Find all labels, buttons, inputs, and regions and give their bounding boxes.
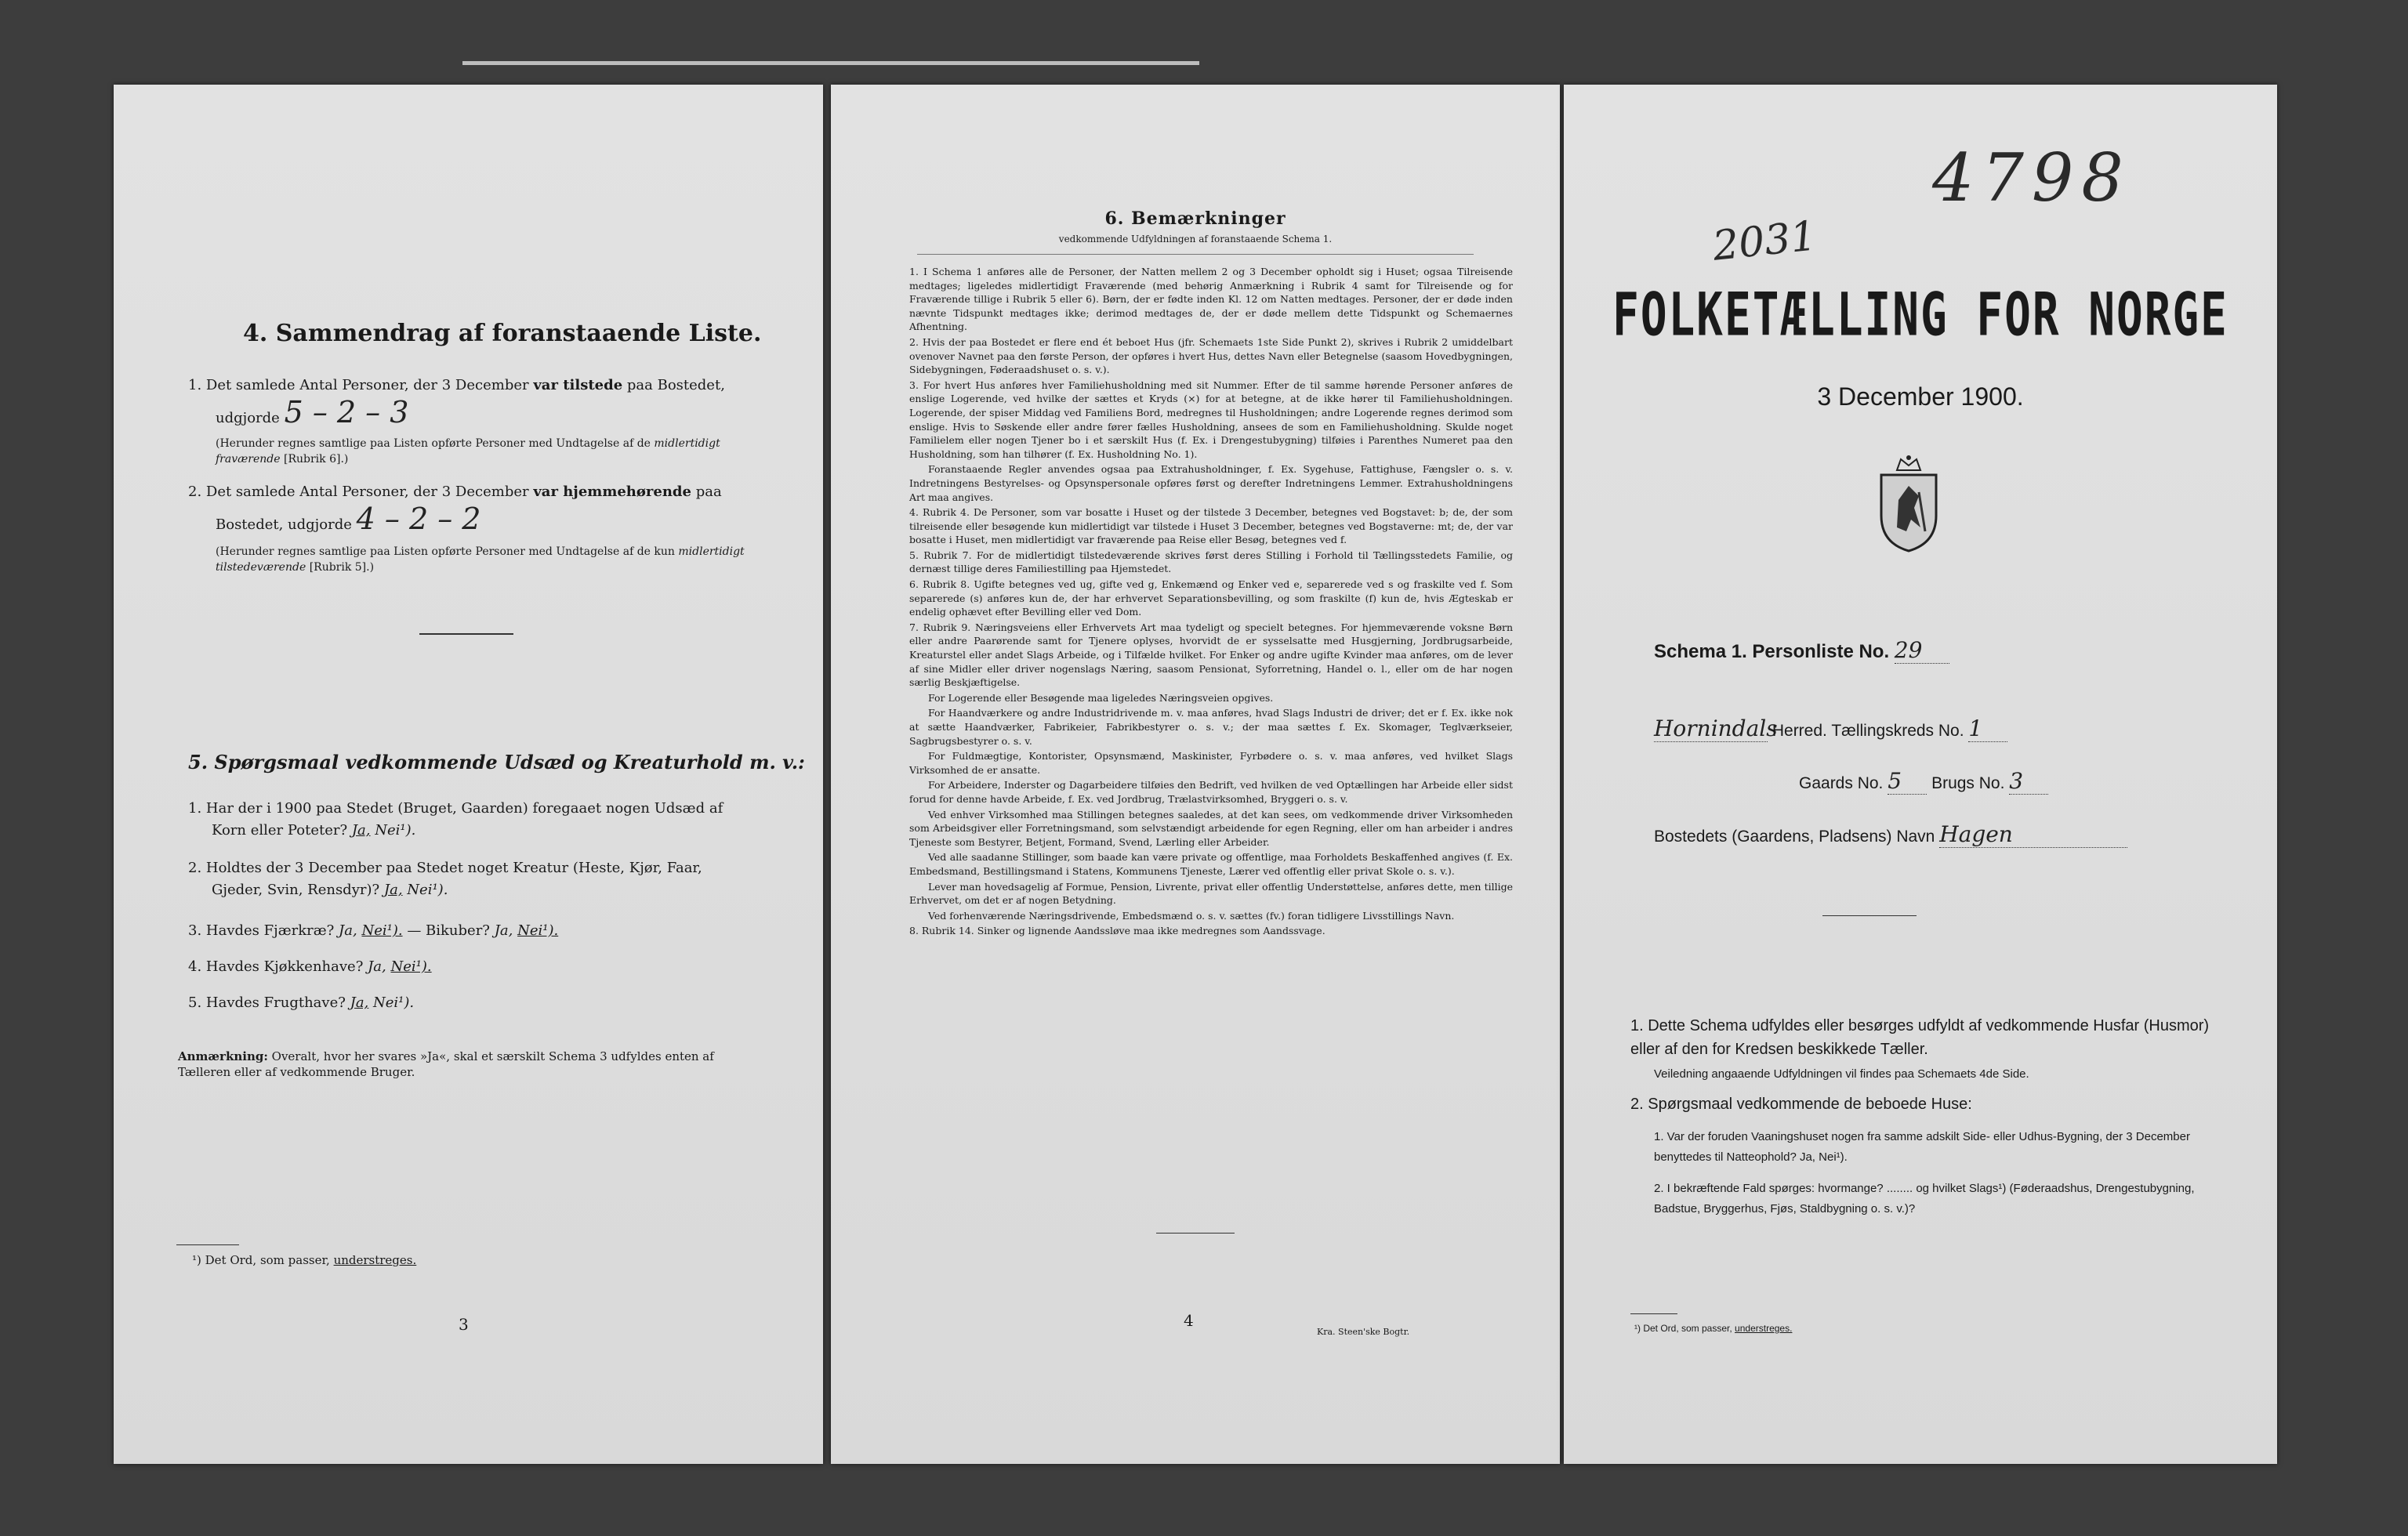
- brugs-value: 3: [2009, 768, 2048, 795]
- remark-paragraph: For Logerende eller Besøgende maa ligeledes Næringsveien opgives.: [928, 691, 1274, 704]
- remark-paragraph: 8. Rubrik 14. Sinker og lignende Aandssløve maa ikke medregnes som Aandssvage.: [909, 925, 1325, 937]
- remarks-rule: [917, 254, 1474, 255]
- remark-paragraph: Foranstaaende Regler anvendes ogsaa paa Extrahusholdninger, f. Ex. Sygehuse, Fattighuse, Fængsler o. s. v. Indretningens Bestyrelses- og Opsynspersonale opføres først og derefter Indretningens Lemmer. Extrahusholdningens Art maa angives.: [909, 463, 1513, 503]
- summary-item-1-line2: udgjorde 5 – 2 – 3: [216, 395, 409, 429]
- question-2: 2. Holdtes der 3 December paa Stedet noget Kreatur (Heste, Kjør, Faar, Gjeder, Svin, Rensdyr)? Ja, Nei¹).: [188, 860, 702, 898]
- footnote: ¹) Det Ord, som passer, understreges.: [1634, 1323, 1793, 1334]
- printer-imprint: Kra. Steen'ske Bogtr.: [1317, 1327, 1410, 1337]
- remark-paragraph: 6. Rubrik 8. Ugifte betegnes ved ug, gifte ved g, Enkemænd og Enker ved e, separerede ved s og fraskilte ved f. Som separerede (s) anføres kun de, der har erhvervet Separationsbevilling, og som fraskilte (f) kun de, hvis Ægteskab er endelig ophævet efter Bevilling eller ved Dom.: [909, 578, 1513, 618]
- question-1: 1. Har der i 1900 paa Stedet (Bruget, Gaarden) foregaaet nogen Udsæd af Korn eller Poteter? Ja, Nei¹).: [188, 800, 723, 839]
- kreds-value: 1: [1968, 715, 2007, 742]
- bosted-line: Bostedets (Gaardens, Pladsens) Navn Hagen: [1654, 821, 2127, 848]
- remark-paragraph: 7. Rubrik 9. Næringsveiens eller Erhvervets Art maa tydeligt og specielt betegnes. For hjemmeværende voksne Børn eller andre Paarørende samt for Tjenere oplyses, hvorvidt de er sysselsatte med Husgjerning, Jordbrugsarbeide, Kreaturstel eller andet Slags Arbeide, og i Tilfælde hvilket. For Enker og andre ugifte Kvinder maa anføres, om de lever af sine Midler eller driver nogenslags Næring, saasom Pensionat, Syforretning, Handel o. l., eller om de har nogen særlig Beskjæftigelse.: [909, 621, 1513, 689]
- divider: [1822, 915, 1917, 916]
- handwritten-present-count: 5 – 2 – 3: [284, 395, 409, 429]
- remark-paragraph: 2. Hvis der paa Bostedet er flere end ét beboet Hus (jfr. Schemaets 1ste Side Punkt 2), skrives i Rubrik 2 umiddelbart ovenover Navnet paa den første Person, der opføres i hvert Hus, dettes Navn eller Betegnelse (saasom Hovedbygningen, Sidebygningen, Føderaadshuset o. s. v.).: [909, 335, 1513, 376]
- summary-item-1-note: (Herunder regnes samtlige paa Listen opførte Personer med Undtagelse af de midlertidigt fraværende [Rubrik 6].): [216, 437, 720, 466]
- remark-paragraph: For Fuldmægtige, Kontorister, Opsynsmænd, Maskinister, Fyrbødere o. s. v. maa anføres, ved hvilket Slags Virksomhed de er ansatte.: [909, 750, 1513, 776]
- section-5-title: 5. Spørgsmaal vedkommende Udsæd og Kreaturhold m. v.:: [188, 751, 805, 773]
- handwritten-number-1: 2031: [1710, 212, 1819, 270]
- personliste-number: 29: [1895, 637, 1949, 664]
- top-edge-line: [462, 61, 1199, 65]
- remark-paragraph: Lever man hovedsagelig af Formue, Pension, Livrente, privat eller offentlig Understøttelse, anføres dette, men tillige Erhvervet, om det er af nogen Betydning.: [909, 880, 1513, 907]
- census-date: 3 December 1900.: [1817, 382, 2024, 411]
- summary-item-2-note: (Herunder regnes samtlige paa Listen opførte Personer med Undtagelse af de kun midlertidigt tilstedeværende [Rubrik 5].): [216, 545, 745, 574]
- herred-line: Hornindals Herred. Tællingskreds No. 1: [1654, 715, 2007, 742]
- question-4: 4. Havdes Kjøkkenhave? Ja, Nei¹).: [188, 958, 432, 975]
- end-rule: [1156, 1233, 1235, 1234]
- remark: Anmærkning: Overalt, hvor her svares »Ja«, skal et særskilt Schema 3 udfyldes enten af Tælleren eller af vedkommende Bruger.: [178, 1049, 714, 1079]
- summary-item-1: 1. Det samlede Antal Personer, der 3 December var tilstede paa Bostedet,: [188, 377, 725, 393]
- remark-paragraph: For Haandværkere og andre Industridrivende m. v. maa anføres, hvad Slags Industri de driver; det er f. Ex. ikke nok at sætte Haandværker, Fabrikeier, Fabrikbestyrer o. s. v.; der maa sættes f. Ex. Skomager, Teglværkseier, Sagbrugsbestyrer o. s. v.: [909, 707, 1513, 747]
- remark-paragraph: 3. For hvert Hus anføres hver Familiehusholdning med sit Nummer. Efter de til samme hørende Personer anføres de enslige Logerende, ved hvilke der sættes et Kryds (×) for at betegne, at de ikke hører til Familiehusholdningen. Logerende, der spiser Middag ved Familiens Bord, medregnes til Husholdningen; andre Logerende regnes derimod som enslige. Hvis to Søskende eller andre fører fælles Husholdning, ansees de som en Familiehusholdning. Skulde noget Familielem eller nogen Tjener bo i et særskilt Hus (f. Ex. i Drengestubygning) tilføies i Parenthes Numeret paa den Husholdning, som han tilhører (f. Ex. Husholdning No. 1).: [909, 379, 1513, 460]
- footnote-rule: [1630, 1313, 1677, 1314]
- remarks-title: 6. Bemærkninger: [1104, 208, 1286, 229]
- bosted-value: Hagen: [1939, 821, 2127, 848]
- section-4-title: 4. Sammendrag af foranstaaende Liste.: [243, 320, 762, 347]
- instruction-1: 1. Dette Schema udfyldes eller besørges udfyldt af vedkommende Husfar (Husmor) eller af den for Kredsen beskikkede Tæller.: [1630, 1017, 2210, 1058]
- page-number: 3: [459, 1315, 469, 1334]
- remark-paragraph: 4. Rubrik 4. De Personer, som var bosatte i Huset og der tilstede 3 December, betegnes ved Bogstavet: b; de, der som tilreisende eller besøgende kun midlertidigt var tilstede i Huset 3 December, betegnes ved Bogstaverne: mt; de, der var bosatte i Huset, men midlertidigt var fraværende paa Reise eller Besøg, betegnes ved f.: [909, 506, 1513, 546]
- form-title: FOLKETÆLLING FOR NORGE: [1612, 281, 2228, 350]
- summary-item-2: 2. Det samlede Antal Personer, der 3 December var hjemmehørende paa: [188, 484, 722, 500]
- remark-paragraph: Ved forhenværende Næringsdrivende, Embedsmænd o. s. v. sættes (fv.) foran tidligere Livsstillings Navn.: [928, 909, 1455, 922]
- remarks-body: [909, 265, 1513, 940]
- footnote: ¹) Det Ord, som passer, understreges.: [192, 1253, 417, 1267]
- question-5: 5. Havdes Frugthave? Ja, Nei¹).: [188, 994, 415, 1011]
- question-3: 3. Havdes Fjærkræ? Ja, Nei¹). — Bikuber? Ja, Nei¹).: [188, 922, 559, 939]
- remarks-subtitle: vedkommende Udfyldningen af foranstaaende Schema 1.: [1058, 234, 1333, 245]
- remark-paragraph: For Arbeidere, Inderster og Dagarbeidere tilføies den Bedrift, ved hvilken de ved Optællingen har Arbeide eller sidst forud for denne havde Arbeide, f. Ex. ved Jordbrug, Trælastvirksomhed, Bryggeri o. s. v.: [909, 779, 1513, 805]
- house-question-2: 2. I bekræftende Fald spørges: hvormange? ........ og hvilket Slags¹) (Føderaadshus, Drengestubygning, Badstue, Bryggerhus, Fjøs, Staldbygning o. s. v.)?: [1654, 1182, 2195, 1215]
- herred-value: Hornindals: [1654, 715, 1778, 741]
- house-question-1: 1. Var der foruden Vaaningshuset nogen fra samme adskilt Side- eller Udhus-Bygning, der 3 December benyttedes til Natteophold? Ja, Nei¹).: [1654, 1130, 2190, 1164]
- footnote-rule: [176, 1244, 239, 1245]
- left-page: [114, 85, 823, 1464]
- remark-paragraph: 1. I Schema 1 anføres alle de Personer, der Natten mellem 2 og 3 December opholdt sig i Huset; ogsaa Tilreisende medtages; ligeledes midlertidigt Fraværende (med behørig Anmærkning i Rubrik 4 samt for Tilreisende og for Fraværende tillige i Rubrik 5 eller 6). Børn, der er fødte inden Kl. 12 om Natten medtages. Personer, der er døde inden nævnte Tidspunkt medtages ikke; derimod medtages de, der er døde mellem dette Tidspunkt og Schemaernes Afhentning.: [909, 266, 1513, 333]
- page-number: 4: [1184, 1311, 1194, 1330]
- instruction-1-note: Veiledning angaaende Udfyldningen vil findes paa Schemaets 4de Side.: [1654, 1067, 2029, 1081]
- middle-page: [831, 85, 1560, 1464]
- gaards-value: 5: [1888, 768, 1927, 795]
- handwritten-resident-count: 4 – 2 – 2: [356, 502, 481, 536]
- gaards-line: Gaards No. 5 Brugs No. 3: [1799, 768, 2048, 795]
- schema-line: Schema 1. Personliste No. 29: [1654, 637, 1949, 664]
- remark-paragraph: 5. Rubrik 7. For de midlertidigt tilstedeværende skrives først deres Stilling i Forhold til Tællingsstedets Familie, og dernæst tillige deres Familiestilling paa Hjemstedet.: [909, 549, 1513, 575]
- divider: [419, 633, 513, 635]
- coat-of-arms-icon: [1873, 453, 1944, 555]
- summary-item-2-line2: Bostedet, udgjorde 4 – 2 – 2: [216, 502, 481, 536]
- right-page: [1564, 85, 2277, 1464]
- remark-paragraph: Ved enhver Virksomhed maa Stillingen betegnes saaledes, at det kan sees, om vedkommende driver Virksomheden som Arbeidsgiver eller Forretningsmand, som selvstændigt arbeidende for egen Regning, eller om han arbeider i andres Tjeneste som Bestyrer, Betjent, Formand, Svend, Lærling eller Arbeider.: [909, 808, 1513, 848]
- instruction-2: 2. Spørgsmaal vedkommende de beboede Huse:: [1630, 1096, 1972, 1113]
- remark-paragraph: Ved alle saadanne Stillinger, som baade kan være private og offentlige, maa Forholdets Beskaffenhed angives (f. Ex. Embedsmand, Bestillingsmand i Statens, Kommunens Tjeneste, Lærer ved offentlig eller privat Skole o. s. v.).: [909, 851, 1513, 877]
- handwritten-number-2: 4798: [1932, 139, 2131, 216]
